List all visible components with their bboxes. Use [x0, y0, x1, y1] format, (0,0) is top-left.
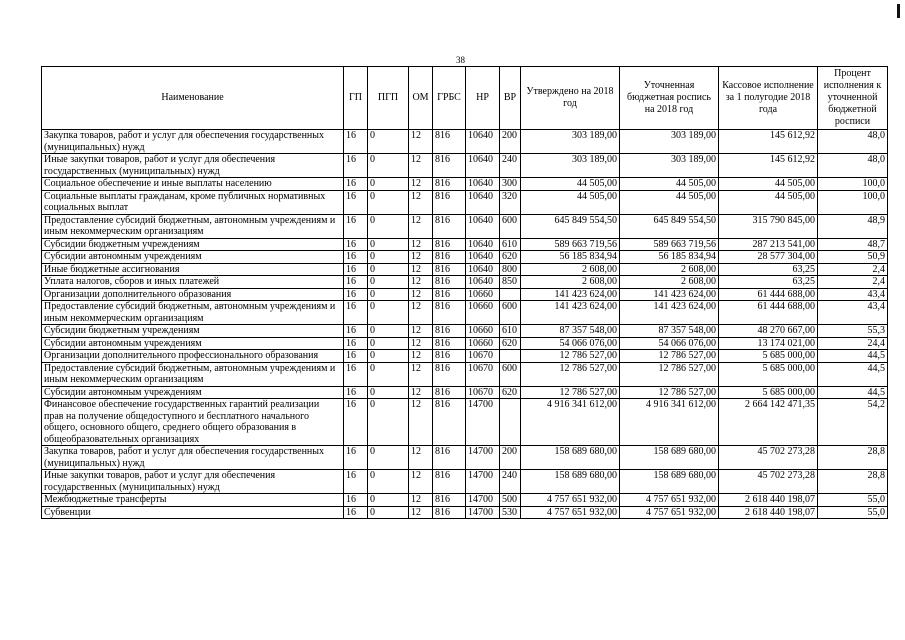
cell-om: 12	[409, 214, 433, 238]
cell-approved: 141 423 624,00	[521, 301, 620, 325]
cell-om: 12	[409, 325, 433, 338]
cell-pgp: 0	[368, 301, 409, 325]
cell-name: Субсидии бюджетным учреждениям	[42, 325, 344, 338]
cell-grbs: 816	[433, 178, 466, 191]
cell-pgp: 0	[368, 288, 409, 301]
cell-gp: 16	[344, 251, 368, 264]
cell-refined: 44 505,00	[620, 178, 719, 191]
cell-gp: 16	[344, 446, 368, 470]
cell-cash: 45 702 273,28	[719, 446, 818, 470]
cell-vr	[500, 399, 521, 446]
cell-percent: 44,5	[818, 386, 888, 399]
cell-np: 10660	[466, 301, 500, 325]
table-row	[42, 263, 888, 276]
cell-vr: 800	[500, 263, 521, 276]
cell-np: 14700	[466, 399, 500, 446]
cell-name: Финансовое обеспечение государственных гарантий реализации прав на получение общедоступного и бесплатного начального общего, основного общего, среднего общего образования в общеобразовательных организациях	[42, 399, 344, 446]
cell-gp: 16	[344, 494, 368, 507]
table-row	[42, 178, 888, 191]
cell-vr: 530	[500, 506, 521, 519]
cell-pgp: 0	[368, 130, 409, 154]
cell-approved: 12 786 527,00	[521, 386, 620, 399]
header-pgp: ПГП	[368, 67, 409, 130]
cell-pgp: 0	[368, 238, 409, 251]
cell-vr	[500, 288, 521, 301]
cell-np: 10640	[466, 178, 500, 191]
cell-grbs: 816	[433, 238, 466, 251]
cell-om: 12	[409, 190, 433, 214]
cell-om: 12	[409, 350, 433, 363]
cell-percent: 55,3	[818, 325, 888, 338]
table-row	[42, 130, 888, 154]
table-row	[42, 337, 888, 350]
table-row	[42, 470, 888, 494]
cell-percent: 44,5	[818, 350, 888, 363]
cell-vr: 600	[500, 362, 521, 386]
cell-grbs: 816	[433, 154, 466, 178]
cell-gp: 16	[344, 178, 368, 191]
cell-percent: 44,5	[818, 362, 888, 386]
cell-name: Субсидии бюджетным учреждениям	[42, 238, 344, 251]
cell-refined: 12 786 527,00	[620, 350, 719, 363]
cell-refined: 141 423 624,00	[620, 288, 719, 301]
cell-om: 12	[409, 288, 433, 301]
header-om: ОМ	[409, 67, 433, 130]
cell-cash: 48 270 667,00	[719, 325, 818, 338]
cell-name: Иные закупки товаров, работ и услуг для обеспечения государственных (муниципальных) нужд	[42, 470, 344, 494]
cell-refined: 2 608,00	[620, 276, 719, 289]
cell-name: Социальные выплаты гражданам, кроме публичных нормативных социальных выплат	[42, 190, 344, 214]
cell-cash: 61 444 688,00	[719, 288, 818, 301]
cell-refined: 4 916 341 612,00	[620, 399, 719, 446]
cell-name: Предоставление субсидий бюджетным, автономным учреждениям и иным некоммерческим организациям	[42, 362, 344, 386]
table-row	[42, 494, 888, 507]
cell-om: 12	[409, 494, 433, 507]
cell-percent: 28,8	[818, 470, 888, 494]
cell-cash: 44 505,00	[719, 190, 818, 214]
cell-grbs: 816	[433, 362, 466, 386]
cell-name: Социальное обеспечение и иные выплаты населению	[42, 178, 344, 191]
header-np: НР	[466, 67, 500, 130]
table-row	[42, 214, 888, 238]
cell-om: 12	[409, 130, 433, 154]
cell-grbs: 816	[433, 386, 466, 399]
cell-cash: 287 213 541,00	[719, 238, 818, 251]
cell-refined: 12 786 527,00	[620, 362, 719, 386]
cell-gp: 16	[344, 288, 368, 301]
cell-approved: 141 423 624,00	[521, 288, 620, 301]
table-row	[42, 190, 888, 214]
cell-np: 10670	[466, 386, 500, 399]
cell-np: 10640	[466, 214, 500, 238]
header-vr: ВР	[500, 67, 521, 130]
cell-gp: 16	[344, 154, 368, 178]
cell-percent: 55,0	[818, 506, 888, 519]
cell-np: 10640	[466, 154, 500, 178]
cell-om: 12	[409, 337, 433, 350]
table-row	[42, 399, 888, 446]
cell-name: Иные бюджетные ассигнования	[42, 263, 344, 276]
cell-refined: 589 663 719,56	[620, 238, 719, 251]
cell-vr: 320	[500, 190, 521, 214]
cell-vr: 200	[500, 446, 521, 470]
cell-cash: 5 685 000,00	[719, 386, 818, 399]
cell-np: 14700	[466, 506, 500, 519]
cell-grbs: 816	[433, 470, 466, 494]
cell-cash: 2 618 440 198,07	[719, 494, 818, 507]
cell-approved: 303 189,00	[521, 130, 620, 154]
cell-gp: 16	[344, 276, 368, 289]
cell-approved: 589 663 719,56	[521, 238, 620, 251]
cell-grbs: 816	[433, 325, 466, 338]
table-row	[42, 350, 888, 363]
cell-vr: 240	[500, 154, 521, 178]
cell-name: Уплата налогов, сборов и иных платежей	[42, 276, 344, 289]
cell-name: Закупка товаров, работ и услуг для обеспечения государственных (муниципальных) нужд	[42, 446, 344, 470]
cell-name: Предоставление субсидий бюджетным, автономным учреждениям и иным некоммерческим организациям	[42, 214, 344, 238]
cell-approved: 44 505,00	[521, 190, 620, 214]
cell-cash: 63,25	[719, 263, 818, 276]
cell-vr: 200	[500, 130, 521, 154]
header-grbs: ГРБС	[433, 67, 466, 130]
cell-approved: 4 916 341 612,00	[521, 399, 620, 446]
cell-np: 10640	[466, 190, 500, 214]
cell-approved: 4 757 651 932,00	[521, 494, 620, 507]
table-body	[42, 130, 888, 519]
cell-cash: 5 685 000,00	[719, 362, 818, 386]
cell-np: 10640	[466, 251, 500, 264]
cell-refined: 141 423 624,00	[620, 301, 719, 325]
cell-cash: 5 685 000,00	[719, 350, 818, 363]
cell-percent: 24,4	[818, 337, 888, 350]
cell-name: Закупка товаров, работ и услуг для обеспечения государственных (муниципальных) нужд	[42, 130, 344, 154]
cell-vr: 300	[500, 178, 521, 191]
cell-pgp: 0	[368, 154, 409, 178]
cell-percent: 100,0	[818, 190, 888, 214]
cell-percent: 48,0	[818, 154, 888, 178]
cell-refined: 12 786 527,00	[620, 386, 719, 399]
cell-om: 12	[409, 276, 433, 289]
cell-cash: 2 664 142 471,35	[719, 399, 818, 446]
budget-table	[41, 66, 888, 519]
cell-vr	[500, 350, 521, 363]
cell-om: 12	[409, 506, 433, 519]
cell-gp: 16	[344, 399, 368, 446]
cell-grbs: 816	[433, 190, 466, 214]
cell-pgp: 0	[368, 178, 409, 191]
cell-gp: 16	[344, 190, 368, 214]
cell-refined: 645 849 554,50	[620, 214, 719, 238]
cell-grbs: 816	[433, 399, 466, 446]
table-row	[42, 386, 888, 399]
cell-grbs: 816	[433, 350, 466, 363]
cell-vr: 610	[500, 325, 521, 338]
cell-approved: 87 357 548,00	[521, 325, 620, 338]
cell-refined: 158 689 680,00	[620, 446, 719, 470]
table-row	[42, 446, 888, 470]
cell-cash: 44 505,00	[719, 178, 818, 191]
cell-grbs: 816	[433, 301, 466, 325]
table-row	[42, 325, 888, 338]
cell-grbs: 816	[433, 494, 466, 507]
cell-cash: 28 577 304,00	[719, 251, 818, 264]
cell-percent: 50,9	[818, 251, 888, 264]
cell-grbs: 816	[433, 251, 466, 264]
cell-pgp: 0	[368, 263, 409, 276]
cell-cash: 13 174 021,00	[719, 337, 818, 350]
table-row	[42, 301, 888, 325]
cell-approved: 158 689 680,00	[521, 446, 620, 470]
cell-grbs: 816	[433, 506, 466, 519]
cell-vr: 600	[500, 301, 521, 325]
cell-pgp: 0	[368, 337, 409, 350]
cell-np: 14700	[466, 494, 500, 507]
cell-vr: 620	[500, 251, 521, 264]
cell-np: 14700	[466, 470, 500, 494]
cell-name: Субсидии автономным учреждениям	[42, 251, 344, 264]
cell-pgp: 0	[368, 350, 409, 363]
cell-vr: 500	[500, 494, 521, 507]
cell-om: 12	[409, 470, 433, 494]
cell-percent: 2,4	[818, 276, 888, 289]
header-gp: ГП	[344, 67, 368, 130]
cell-vr: 600	[500, 214, 521, 238]
cell-grbs: 816	[433, 130, 466, 154]
cell-name: Субвенции	[42, 506, 344, 519]
cell-refined: 87 357 548,00	[620, 325, 719, 338]
header-cash: Кассовое исполнение за 1 полугодие 2018 года	[719, 67, 818, 130]
cell-gp: 16	[344, 386, 368, 399]
cell-np: 10670	[466, 350, 500, 363]
cell-vr: 620	[500, 386, 521, 399]
cell-np: 10640	[466, 130, 500, 154]
cell-np: 10670	[466, 362, 500, 386]
table-row	[42, 362, 888, 386]
cell-approved: 303 189,00	[521, 154, 620, 178]
cell-refined: 4 757 651 932,00	[620, 494, 719, 507]
cell-refined: 2 608,00	[620, 263, 719, 276]
cell-percent: 43,4	[818, 288, 888, 301]
cell-grbs: 816	[433, 288, 466, 301]
cell-approved: 158 689 680,00	[521, 470, 620, 494]
cell-np: 10640	[466, 238, 500, 251]
table-row	[42, 506, 888, 519]
cell-refined: 44 505,00	[620, 190, 719, 214]
cell-name: Межбюджетные трансферты	[42, 494, 344, 507]
cell-pgp: 0	[368, 386, 409, 399]
cell-refined: 54 066 076,00	[620, 337, 719, 350]
cell-cash: 315 790 845,00	[719, 214, 818, 238]
cell-om: 12	[409, 263, 433, 276]
cell-pgp: 0	[368, 362, 409, 386]
cell-gp: 16	[344, 362, 368, 386]
cell-cash: 61 444 688,00	[719, 301, 818, 325]
cell-grbs: 816	[433, 263, 466, 276]
cell-pgp: 0	[368, 325, 409, 338]
cell-refined: 303 189,00	[620, 130, 719, 154]
cell-percent: 48,9	[818, 214, 888, 238]
cell-name: Субсидии автономным учреждениям	[42, 337, 344, 350]
header-name: Наименование	[42, 67, 344, 130]
cell-approved: 12 786 527,00	[521, 362, 620, 386]
header-approved: Утверждено на 2018 год	[521, 67, 620, 130]
cell-refined: 158 689 680,00	[620, 470, 719, 494]
cell-cash: 145 612,92	[719, 154, 818, 178]
cell-np: 10640	[466, 276, 500, 289]
cell-om: 12	[409, 399, 433, 446]
cell-vr: 850	[500, 276, 521, 289]
cell-gp: 16	[344, 325, 368, 338]
cell-gp: 16	[344, 506, 368, 519]
cell-cash: 45 702 273,28	[719, 470, 818, 494]
cell-pgp: 0	[368, 190, 409, 214]
cell-pgp: 0	[368, 470, 409, 494]
cell-grbs: 816	[433, 446, 466, 470]
cell-om: 12	[409, 251, 433, 264]
cell-vr: 620	[500, 337, 521, 350]
cell-om: 12	[409, 362, 433, 386]
cell-gp: 16	[344, 263, 368, 276]
cell-approved: 44 505,00	[521, 178, 620, 191]
cell-percent: 2,4	[818, 263, 888, 276]
table-row	[42, 238, 888, 251]
cell-gp: 16	[344, 301, 368, 325]
cell-pgp: 0	[368, 276, 409, 289]
cell-om: 12	[409, 301, 433, 325]
cell-refined: 56 185 834,94	[620, 251, 719, 264]
cell-percent: 48,0	[818, 130, 888, 154]
cell-approved: 2 608,00	[521, 276, 620, 289]
cell-refined: 303 189,00	[620, 154, 719, 178]
cell-cash: 2 618 440 198,07	[719, 506, 818, 519]
cell-om: 12	[409, 238, 433, 251]
cell-percent: 48,7	[818, 238, 888, 251]
cell-grbs: 816	[433, 214, 466, 238]
cell-grbs: 816	[433, 337, 466, 350]
cell-om: 12	[409, 154, 433, 178]
cell-pgp: 0	[368, 251, 409, 264]
cell-pgp: 0	[368, 399, 409, 446]
table-row	[42, 154, 888, 178]
table-row	[42, 251, 888, 264]
cell-approved: 12 786 527,00	[521, 350, 620, 363]
header-percent: Процент исполнения к уточненной бюджетной росписи	[818, 67, 888, 130]
table-row	[42, 288, 888, 301]
cell-approved: 4 757 651 932,00	[521, 506, 620, 519]
cell-om: 12	[409, 386, 433, 399]
cell-om: 12	[409, 178, 433, 191]
cell-np: 10660	[466, 288, 500, 301]
cell-gp: 16	[344, 470, 368, 494]
cell-approved: 56 185 834,94	[521, 251, 620, 264]
scan-edge-mark	[897, 4, 900, 18]
cell-percent: 43,4	[818, 301, 888, 325]
cell-np: 10640	[466, 263, 500, 276]
cell-gp: 16	[344, 350, 368, 363]
cell-pgp: 0	[368, 494, 409, 507]
header-refined: Уточненная бюджетная роспись на 2018 год	[620, 67, 719, 130]
cell-om: 12	[409, 446, 433, 470]
cell-gp: 16	[344, 238, 368, 251]
cell-pgp: 0	[368, 506, 409, 519]
table-row	[42, 276, 888, 289]
cell-name: Иные закупки товаров, работ и услуг для обеспечения государственных (муниципальных) нужд	[42, 154, 344, 178]
cell-percent: 55,0	[818, 494, 888, 507]
cell-percent: 100,0	[818, 178, 888, 191]
cell-name: Организации дополнительного образования	[42, 288, 344, 301]
table-header-row	[42, 67, 888, 130]
cell-grbs: 816	[433, 276, 466, 289]
cell-approved: 2 608,00	[521, 263, 620, 276]
cell-pgp: 0	[368, 214, 409, 238]
cell-name: Субсидии автономным учреждениям	[42, 386, 344, 399]
cell-name: Организации дополнительного профессионального образования	[42, 350, 344, 363]
cell-name: Предоставление субсидий бюджетным, автономным учреждениям и иным некоммерческим организациям	[42, 301, 344, 325]
cell-gp: 16	[344, 337, 368, 350]
cell-approved: 645 849 554,50	[521, 214, 620, 238]
cell-cash: 63,25	[719, 276, 818, 289]
page-number: 38	[456, 55, 465, 65]
cell-cash: 145 612,92	[719, 130, 818, 154]
cell-gp: 16	[344, 214, 368, 238]
cell-gp: 16	[344, 130, 368, 154]
cell-vr: 240	[500, 470, 521, 494]
cell-vr: 610	[500, 238, 521, 251]
cell-percent: 28,8	[818, 446, 888, 470]
cell-percent: 54,2	[818, 399, 888, 446]
cell-np: 10660	[466, 337, 500, 350]
cell-np: 10660	[466, 325, 500, 338]
cell-np: 14700	[466, 446, 500, 470]
cell-refined: 4 757 651 932,00	[620, 506, 719, 519]
cell-pgp: 0	[368, 446, 409, 470]
cell-approved: 54 066 076,00	[521, 337, 620, 350]
